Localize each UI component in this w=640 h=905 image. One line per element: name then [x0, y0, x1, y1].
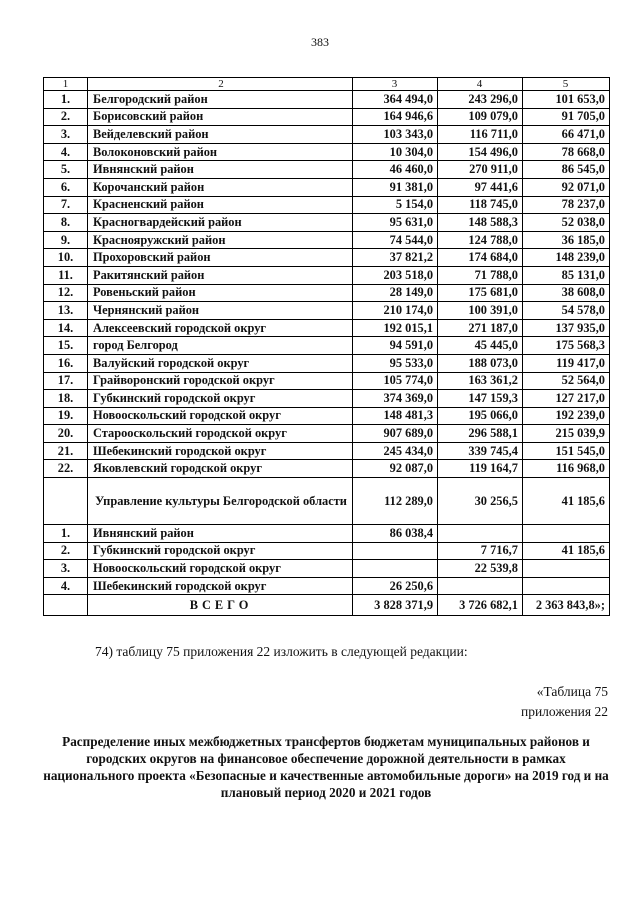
row-number-cell: 11. [44, 266, 88, 284]
table-row-management [44, 478, 610, 525]
value-2019-cell: 245 434,0 [353, 442, 438, 460]
table-row [44, 178, 610, 196]
row-number-cell: 4. [44, 143, 88, 161]
value-2021-cell: 175 568,3 [522, 337, 609, 355]
row-number-cell: 3. [44, 126, 88, 144]
value-2020-cell: 109 079,0 [438, 108, 523, 126]
value-2019-cell: 112 289,0 [353, 478, 438, 525]
row-number-cell: 4. [44, 577, 88, 595]
district-name-cell: Валуйский городской округ [88, 354, 353, 372]
value-2019-cell: 37 821,2 [353, 249, 438, 267]
district-name-cell: Старооскольский городской округ [88, 425, 353, 443]
table-sub-row [44, 577, 610, 595]
district-name-cell: Краснояружский район [88, 231, 353, 249]
district-name-cell: Алексеевский городской округ [88, 319, 353, 337]
value-2019-cell: 95 533,0 [353, 354, 438, 372]
row-number-cell: 19. [44, 407, 88, 425]
column-header: 3 [353, 78, 438, 91]
value-2020-cell: 270 911,0 [438, 161, 523, 179]
table-row [44, 390, 610, 408]
value-2020-cell: 71 788,0 [438, 266, 523, 284]
value-2020-cell: 296 588,1 [438, 425, 523, 443]
table-row [44, 407, 610, 425]
value-2020-cell: 30 256,5 [438, 478, 523, 525]
district-name-cell: Борисовский район [88, 108, 353, 126]
value-2019-cell: 203 518,0 [353, 266, 438, 284]
row-number-cell: 18. [44, 390, 88, 408]
value-2021-cell: 41 185,6 [522, 542, 609, 560]
value-2020-cell: 148 588,3 [438, 214, 523, 232]
table-row [44, 354, 610, 372]
district-name-cell: Красненский район [88, 196, 353, 214]
table-row [44, 126, 610, 144]
value-2021-cell: 148 239,0 [522, 249, 609, 267]
value-2019-cell: 10 304,0 [353, 143, 438, 161]
value-2021-cell: 91 705,0 [522, 108, 609, 126]
value-2019-cell: 374 369,0 [353, 390, 438, 408]
table-row [44, 442, 610, 460]
district-name-cell: Белгородский район [88, 91, 353, 109]
district-name-cell: город Белгород [88, 337, 353, 355]
value-2020-cell: 271 187,0 [438, 319, 523, 337]
value-2021-cell: 192 239,0 [522, 407, 609, 425]
value-2019-cell: 907 689,0 [353, 425, 438, 443]
row-number-cell: 9. [44, 231, 88, 249]
district-name-cell: Ровеньский район [88, 284, 353, 302]
value-2021-cell: 92 071,0 [522, 178, 609, 196]
district-name-cell: Губкинский городской округ [88, 542, 353, 560]
value-2021-cell: 66 471,0 [522, 126, 609, 144]
district-name-cell: Шебекинский городской округ [88, 442, 353, 460]
value-2020-cell: 7 716,7 [438, 542, 523, 560]
table-sub-row [44, 525, 610, 543]
table-row [44, 196, 610, 214]
value-2021-cell: 151 545,0 [522, 442, 609, 460]
table-sub-row [44, 542, 610, 560]
row-number-cell: 2. [44, 542, 88, 560]
value-2020-cell: 119 164,7 [438, 460, 523, 478]
value-2020-cell: 175 681,0 [438, 284, 523, 302]
value-2019-cell [353, 560, 438, 578]
value-2020-cell [438, 525, 523, 543]
value-2019-cell: 94 591,0 [353, 337, 438, 355]
value-2020-cell: 97 441,6 [438, 178, 523, 196]
value-2021-cell: 78 237,0 [522, 196, 609, 214]
row-number-cell: 22. [44, 460, 88, 478]
row-number-cell: 15. [44, 337, 88, 355]
value-2021-cell: 38 608,0 [522, 284, 609, 302]
table-row [44, 284, 610, 302]
row-number-cell: 16. [44, 354, 88, 372]
row-number-cell: 1. [44, 525, 88, 543]
district-name-cell: Ракитянский район [88, 266, 353, 284]
value-2020-cell: 174 684,0 [438, 249, 523, 267]
value-2021-cell: 36 185,0 [522, 231, 609, 249]
total-label-cell: ВСЕГО [88, 595, 353, 616]
row-number-cell: 3. [44, 560, 88, 578]
value-2019-cell [353, 542, 438, 560]
table-row [44, 214, 610, 232]
value-2019-cell: 91 381,0 [353, 178, 438, 196]
value-2019-cell: 5 154,0 [353, 196, 438, 214]
district-name-cell: Чернянский район [88, 302, 353, 320]
table-total-row [44, 595, 610, 616]
row-number-cell: 5. [44, 161, 88, 179]
value-2019-cell: 164 946,6 [353, 108, 438, 126]
table-body [44, 78, 610, 616]
value-2021-cell: 78 668,0 [522, 143, 609, 161]
department-name-cell: Управление культуры Белгородской области [88, 478, 353, 525]
value-2019-cell: 74 544,0 [353, 231, 438, 249]
district-name-cell: Прохоровский район [88, 249, 353, 267]
value-2020-cell: 188 073,0 [438, 354, 523, 372]
value-2020-cell: 22 539,8 [438, 560, 523, 578]
table-row [44, 425, 610, 443]
value-2021-cell: 86 545,0 [522, 161, 609, 179]
district-name-cell: Корочанский район [88, 178, 353, 196]
value-2021-cell: 215 039,9 [522, 425, 609, 443]
value-2021-cell: 52 038,0 [522, 214, 609, 232]
value-2020-cell: 243 296,0 [438, 91, 523, 109]
district-name-cell: Новооскольский городской округ [88, 560, 353, 578]
value-2021-cell: 41 185,6 [522, 478, 609, 525]
value-2020-cell: 118 745,0 [438, 196, 523, 214]
district-name-cell: Новооскольский городской округ [88, 407, 353, 425]
row-number-cell: 13. [44, 302, 88, 320]
page-number: 383 [311, 35, 329, 49]
table-sub-row [44, 560, 610, 578]
district-name-cell: Волоконовский район [88, 143, 353, 161]
district-name-cell: Губкинский городской округ [88, 390, 353, 408]
row-number-cell: 21. [44, 442, 88, 460]
table-row [44, 302, 610, 320]
district-name-cell: Ивнянский район [88, 161, 353, 179]
value-2019-cell: 92 087,0 [353, 460, 438, 478]
row-number-cell [44, 478, 88, 525]
row-number-cell: 20. [44, 425, 88, 443]
district-name-cell: Красногвардейский район [88, 214, 353, 232]
row-number-cell: 2. [44, 108, 88, 126]
value-2020-cell: 124 788,0 [438, 231, 523, 249]
column-header: 5 [522, 78, 609, 91]
value-2021-cell [522, 560, 609, 578]
table-row [44, 460, 610, 478]
value-2020-cell: 163 361,2 [438, 372, 523, 390]
value-2019-cell: 46 460,0 [353, 161, 438, 179]
total-2021-cell: 2 363 843,8»; [522, 595, 609, 616]
table-row [44, 337, 610, 355]
column-header: 2 [88, 78, 353, 91]
value-2021-cell: 127 217,0 [522, 390, 609, 408]
table-row [44, 231, 610, 249]
value-2019-cell: 364 494,0 [353, 91, 438, 109]
total-2019-cell: 3 828 371,9 [353, 595, 438, 616]
table-row [44, 266, 610, 284]
row-number-cell: 14. [44, 319, 88, 337]
value-2019-cell: 28 149,0 [353, 284, 438, 302]
row-number-cell: 12. [44, 284, 88, 302]
value-2021-cell: 137 935,0 [522, 319, 609, 337]
value-2019-cell: 103 343,0 [353, 126, 438, 144]
instruction-text: 74) таблицу 75 приложения 22 изложить в следующей редакции: [95, 644, 468, 659]
row-number-cell: 17. [44, 372, 88, 390]
district-name-cell: Яковлевский городской округ [88, 460, 353, 478]
column-header: 4 [438, 78, 523, 91]
value-2020-cell: 147 159,3 [438, 390, 523, 408]
value-2021-cell: 101 653,0 [522, 91, 609, 109]
row-number-cell: 1. [44, 91, 88, 109]
value-2020-cell: 100 391,0 [438, 302, 523, 320]
value-2021-cell: 119 417,0 [522, 354, 609, 372]
table-row [44, 249, 610, 267]
row-number-cell: 7. [44, 196, 88, 214]
value-2019-cell: 192 015,1 [353, 319, 438, 337]
table-row [44, 319, 610, 337]
value-2019-cell: 95 631,0 [353, 214, 438, 232]
table-row [44, 161, 610, 179]
table-reference-line-1: «Таблица 75 [536, 684, 608, 699]
value-2019-cell: 210 174,0 [353, 302, 438, 320]
column-header: 1 [44, 78, 88, 91]
row-number-cell: 6. [44, 178, 88, 196]
value-2021-cell [522, 525, 609, 543]
value-2021-cell: 85 131,0 [522, 266, 609, 284]
row-number-cell: 8. [44, 214, 88, 232]
district-name-cell: Ивнянский район [88, 525, 353, 543]
row-number-cell: 10. [44, 249, 88, 267]
value-2019-cell: 26 250,6 [353, 577, 438, 595]
total-2020-cell: 3 726 682,1 [438, 595, 523, 616]
value-2021-cell [522, 577, 609, 595]
value-2020-cell: 195 066,0 [438, 407, 523, 425]
value-2019-cell: 86 038,4 [353, 525, 438, 543]
value-2020-cell: 154 496,0 [438, 143, 523, 161]
value-2020-cell: 339 745,4 [438, 442, 523, 460]
budget-table [43, 77, 610, 616]
value-2020-cell: 116 711,0 [438, 126, 523, 144]
value-2021-cell: 116 968,0 [522, 460, 609, 478]
value-2021-cell: 54 578,0 [522, 302, 609, 320]
document-heading: Распределение иных межбюджетных трансфертов бюджетам муниципальных районов и городских округов на финансовое обеспечение дорожной деятельности в рамках национального проекта «Безопасные и качественные автомобильные дороги» на 2019 год и на плановый период 2020 и 2021 годов [43, 734, 609, 800]
district-name-cell: Грайворонский городской округ [88, 372, 353, 390]
district-name-cell: Вейделевский район [88, 126, 353, 144]
table-row [44, 372, 610, 390]
row-number-cell [44, 595, 88, 616]
table-reference-line-2: приложения 22 [520, 704, 608, 719]
value-2021-cell: 52 564,0 [522, 372, 609, 390]
district-name-cell: Шебекинский городской округ [88, 577, 353, 595]
table-row [44, 91, 610, 109]
value-2020-cell [438, 577, 523, 595]
table-header-row [44, 78, 610, 91]
table-row [44, 108, 610, 126]
value-2019-cell: 148 481,3 [353, 407, 438, 425]
table-row [44, 143, 610, 161]
value-2020-cell: 45 445,0 [438, 337, 523, 355]
value-2019-cell: 105 774,0 [353, 372, 438, 390]
